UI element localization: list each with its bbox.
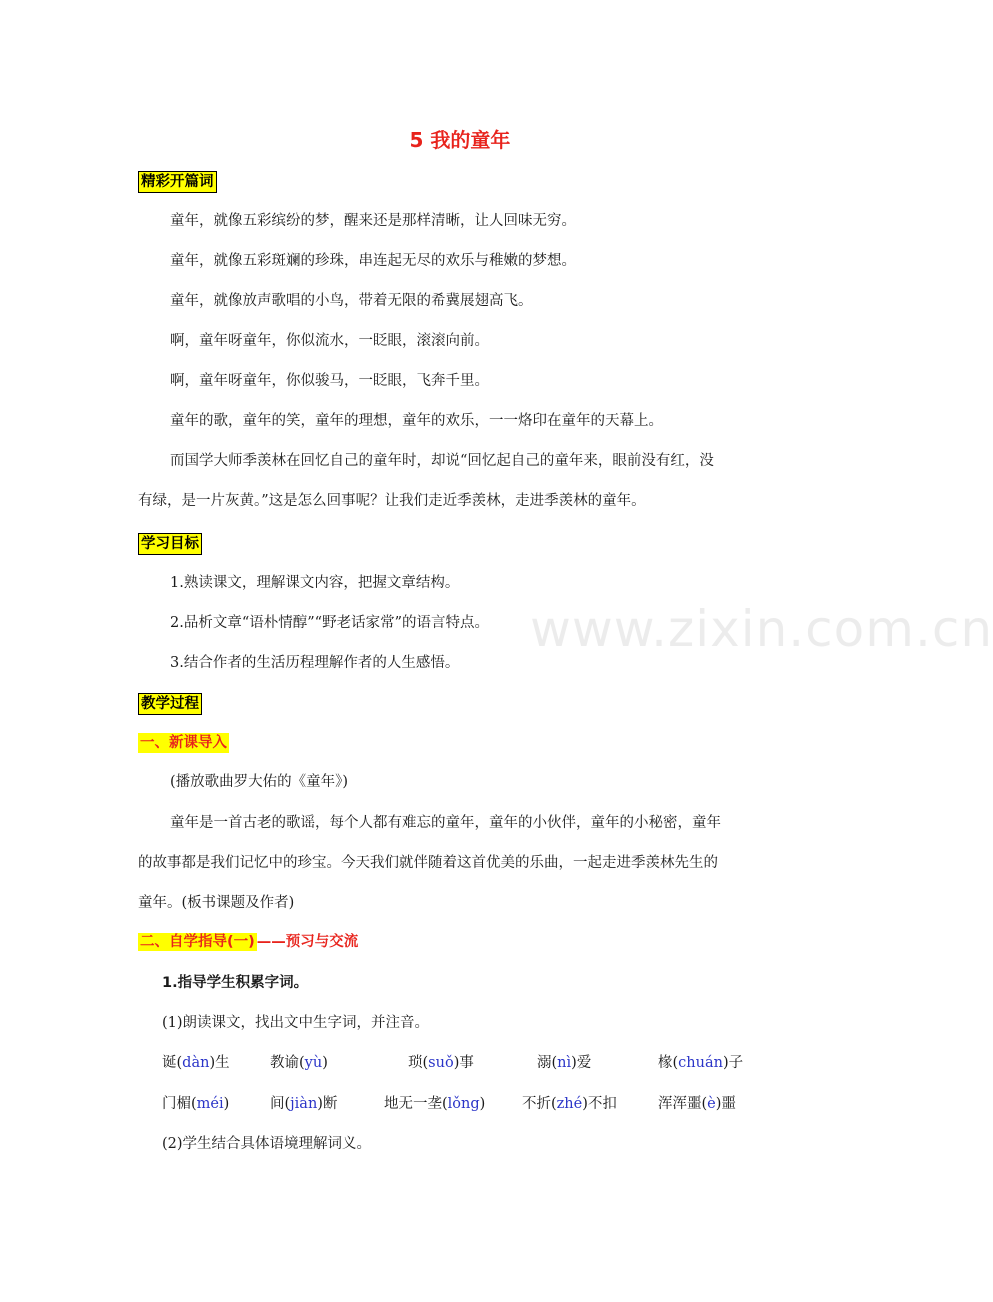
pinyin: jiàn [290, 1096, 318, 1112]
section-heading-intro: 一、新课导入 [140, 735, 227, 751]
pinyin: lǒng [447, 1096, 480, 1112]
pinyin: suǒ [428, 1055, 454, 1071]
pinyin: méi [196, 1096, 224, 1112]
study-step: (1)朗读课文，找出文中生字词，并注音。 [162, 1015, 430, 1031]
vocab-item: 门楣(méi) [162, 1096, 230, 1112]
section-heading-goals: 学习目标 [138, 533, 202, 555]
goal-item: 1.熟读课文，理解课文内容，把握文章结构。 [170, 575, 460, 591]
vocab-item: 浑浑噩(è)噩 [658, 1096, 736, 1112]
vocab-item: 琐(suǒ)事 [408, 1055, 474, 1071]
pinyin: zhé [556, 1096, 583, 1112]
goal-item: 3.结合作者的生活历程理解作者的人生感悟。 [170, 655, 460, 671]
pinyin: dàn [182, 1055, 210, 1071]
vocab-item: 教谕(yù) [270, 1055, 328, 1071]
vocab-item: 地无一垄(lǒng) [384, 1096, 486, 1112]
pinyin: chuán [678, 1055, 723, 1071]
vocab-item: 不折(zhé)不扣 [522, 1096, 617, 1112]
opening-line: 童年，就像五彩缤纷的梦，醒来还是那样清晰，让人回味无穷。 [170, 213, 576, 229]
intro-line: (播放歌曲罗大佑的《童年》) [170, 774, 349, 790]
selfstudy-subtitle: ——预习与交流 [256, 934, 359, 950]
opening-line: 童年，就像五彩斑斓的珍珠，串连起无尽的欢乐与稚嫩的梦想。 [170, 253, 576, 269]
opening-line: 啊，童年呀童年，你似骏马，一眨眼，飞奔千里。 [170, 373, 489, 389]
opening-line: 有绿，是一片灰黄。”这是怎么回事呢？让我们走近季羡林，走进季羡林的童年。 [138, 493, 646, 509]
pinyin: nì [557, 1055, 572, 1071]
vocab-item: 诞(dàn)生 [162, 1055, 230, 1071]
opening-line: 啊，童年呀童年，你似流水，一眨眼，滚滚向前。 [170, 333, 489, 349]
vocab-item: 椽(chuán)子 [658, 1055, 744, 1071]
pinyin: è [707, 1096, 716, 1112]
study-heading: 1.指导学生积累字词。 [162, 975, 309, 991]
section-heading-process: 教学过程 [138, 693, 202, 715]
opening-line: 童年，就像放声歌唱的小鸟，带着无限的希冀展翅高飞。 [170, 293, 533, 309]
section-heading-selfstudy [138, 933, 358, 951]
opening-line: 童年的歌，童年的笑，童年的理想，童年的欢乐，一一烙印在童年的天幕上。 [170, 413, 663, 429]
page-title: 5 我的童年 [409, 128, 511, 152]
study-step: (2)学生结合具体语境理解词义。 [162, 1136, 372, 1152]
intro-line: 童年是一首古老的歌谣，每个人都有难忘的童年，童年的小伙伴，童年的小秘密，童年 [170, 815, 721, 831]
selfstudy-label: 二、自学指导(一) [140, 934, 255, 950]
pinyin: yù [304, 1055, 323, 1071]
opening-line: 而国学大师季羡林在回忆自己的童年时，却说“回忆起自己的童年来，眼前没有红，没 [170, 453, 714, 469]
section-heading-opening: 精彩开篇词 [138, 171, 217, 193]
goal-item: 2.品析文章“语朴情醇”“野老话家常”的语言特点。 [170, 615, 489, 631]
vocab-item: 溺(nì)爱 [537, 1055, 592, 1071]
intro-line: 的故事都是我们记忆中的珍宝。今天我们就伴随着这首优美的乐曲，一起走进季羡林先生的 [138, 855, 718, 871]
vocab-item: 间(jiàn)断 [270, 1096, 338, 1112]
intro-line: 童年。(板书课题及作者) [138, 895, 295, 911]
watermark: www.zixin.com.cn [530, 600, 993, 658]
